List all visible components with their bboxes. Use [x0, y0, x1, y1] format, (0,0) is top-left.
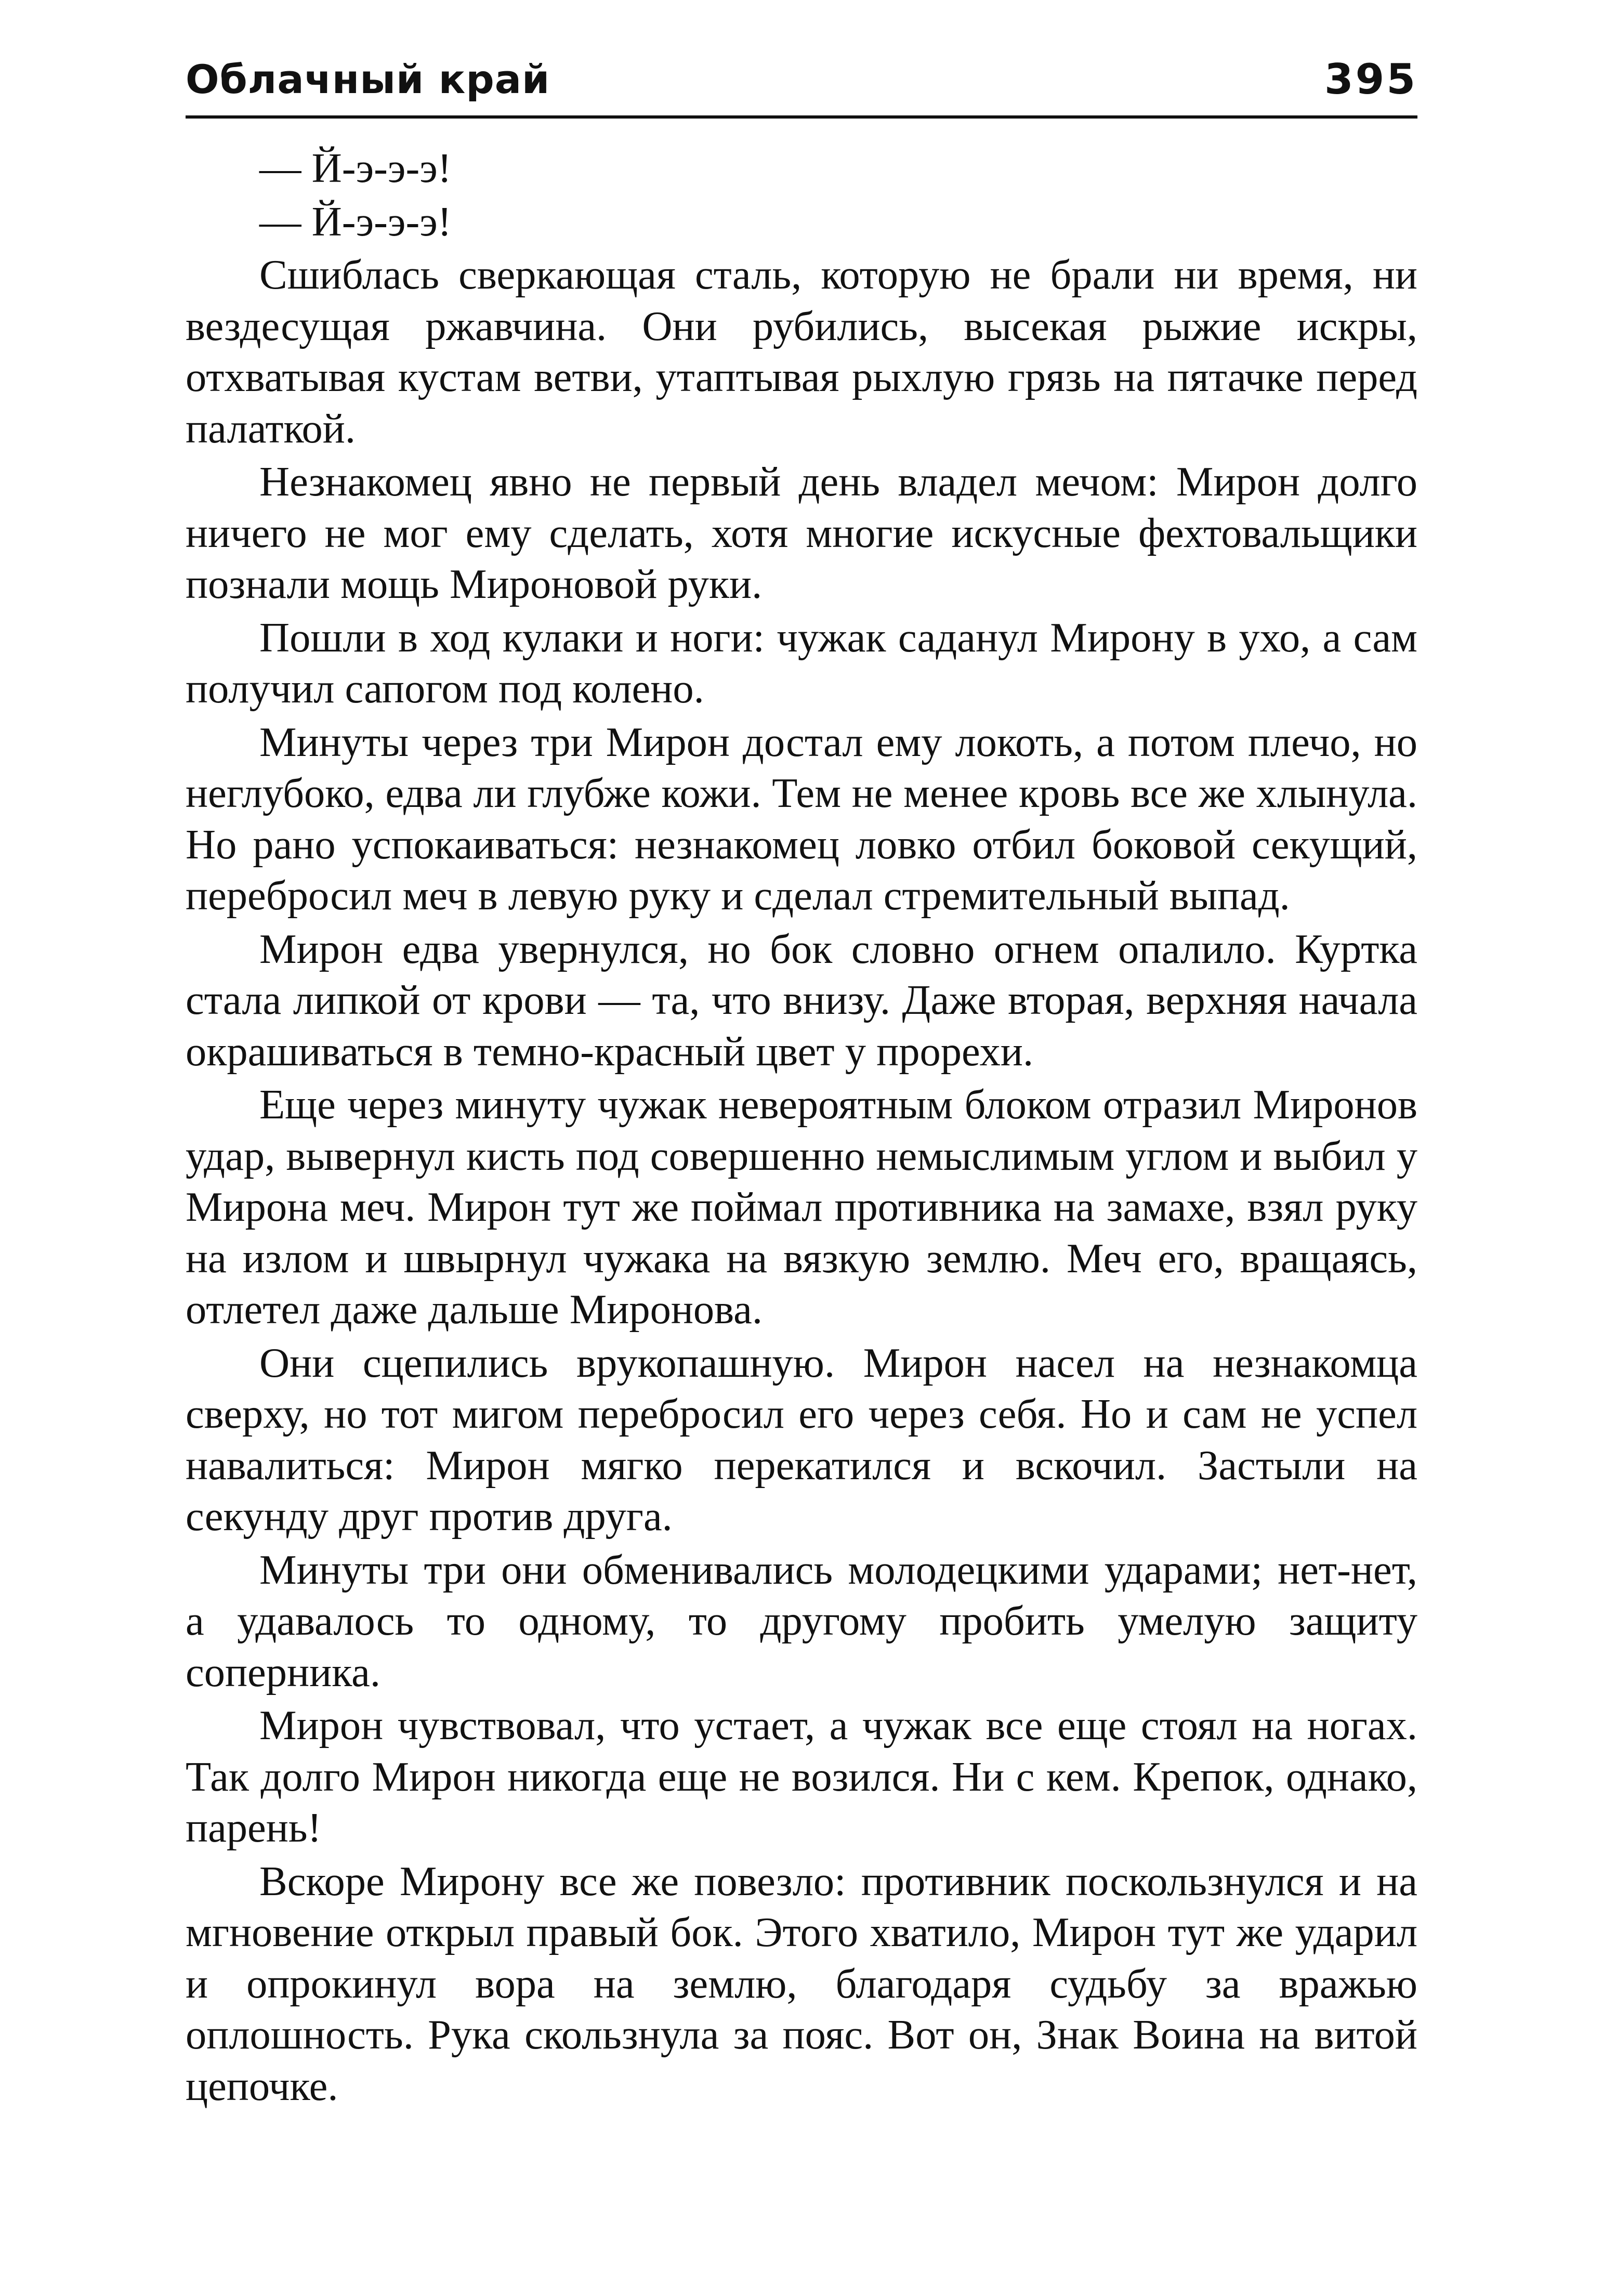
paragraph: Сшиблась сверкающая сталь, которую не брали ни время, ни вездесущая ржавчина. Они рубились, высекая рыжие искры, отхватывая кустам ветви, утаптывая рыхлую грязь на пятачке перед палаткой.	[186, 252, 1417, 452]
paragraph: Еще через минуту чужак невероятным блоком отразил Миронов удар, вывернул кисть под совершенно немыслимым углом и выбил у Мирона меч. Мирон тут же поймал противника на замахе, взял руку на излом и швырнул чужака на вязкую землю. Меч его, вращаясь, отлетел даже дальше Миронова.	[186, 1081, 1417, 1333]
running-head-title: Облачный край	[186, 56, 550, 102]
header-rule	[186, 115, 1417, 119]
paragraph: Мирон едва увернулся, но бок словно огнем опалило. Куртка стала липкой от крови — та, что внизу. Даже вторая, верхняя начала окрашиваться в темно-красный цвет у прорехи.	[186, 925, 1417, 1075]
paragraph: Минуты три они обменивались молодецкими ударами; нет-нет, а удавалось то одному, то другому пробить умелую защиту соперника.	[186, 1546, 1417, 1695]
body-text	[186, 143, 1417, 2114]
paragraph: — Й-э-э-э!	[259, 145, 452, 191]
paragraph: Вскоре Мирону все же повезло: противник поскользнулся и на мгновение открыл правый бок. Этого хватило, Мирон тут же ударил и опрокинул вора на землю, благодаря судьбу за вражью оплошность. Рука скользнула за пояс. Вот он, Знак Воина на витой цепочке.	[186, 1858, 1417, 2109]
running-head	[186, 55, 1417, 117]
paragraph: Пошли в ход кулаки и ноги: чужак саданул Мирону в ухо, а сам получил сапогом под колено.	[186, 614, 1417, 712]
paragraph: Минуты через три Мирон достал ему локоть, а потом плечо, но неглубоко, едва ли глубже кожи. Тем не менее кровь все же хлынула. Но рано успокаиваться: незнакомец ловко отбил боковой секущий, перебросил меч в левую руку и сделал стремительный выпад.	[186, 719, 1417, 919]
page-number: 395	[1324, 55, 1417, 103]
paragraph: Мирон чувствовал, что устает, а чужак все еще стоял на ногах. Так долго Мирон никогда еще не возился. Ни с кем. Крепок, однако, парень!	[186, 1702, 1417, 1851]
paragraph: — Й-э-э-э!	[259, 198, 452, 245]
paragraph: Они сцепились врукопашную. Мирон насел на незнакомца сверху, но тот мигом перебросил его через себя. Но и сам не успел навалиться: Мирон мягко перекатился и вскочил. Застыли на секунду друг против друга.	[186, 1339, 1417, 1540]
paragraph: Незнакомец явно не первый день владел мечом: Мирон долго ничего не мог ему сделать, хотя многие искусные фехтовальщики познали мощь Мироновой руки.	[186, 459, 1417, 607]
